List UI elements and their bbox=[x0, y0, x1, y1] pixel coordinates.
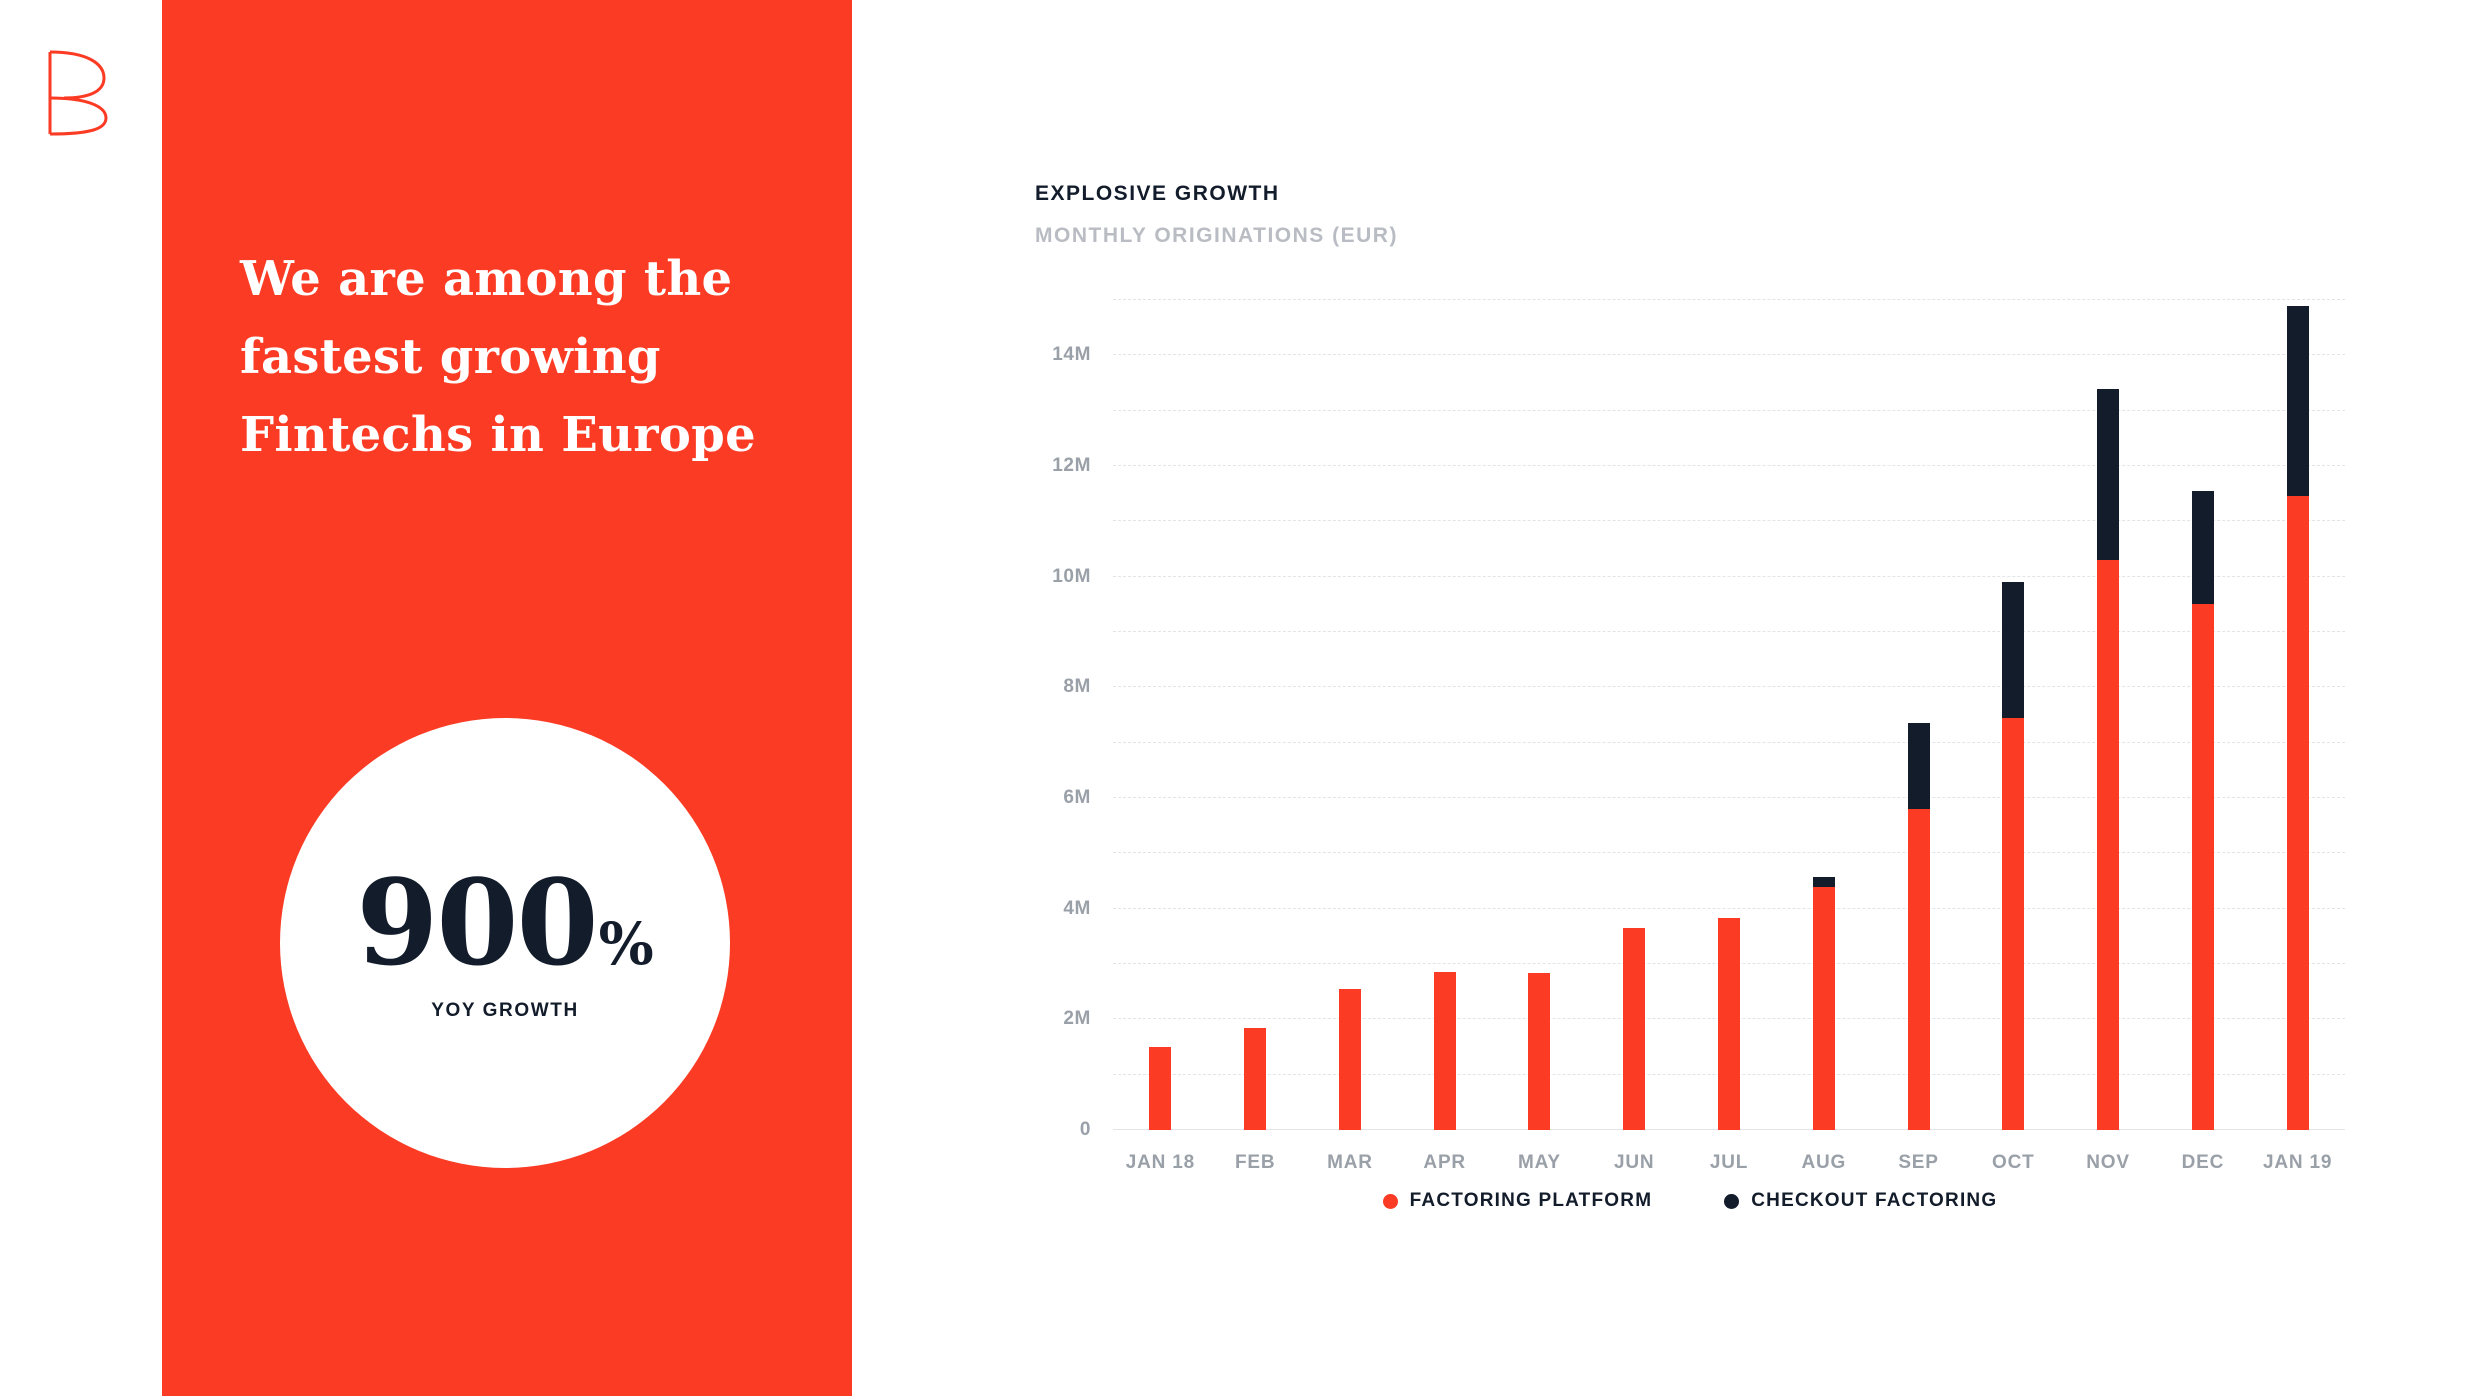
bar-segment-factoring-platform bbox=[2192, 604, 2214, 1130]
stat-number: 900 bbox=[356, 853, 597, 992]
x-axis-tick-label: JAN 19 bbox=[2262, 1152, 2333, 1173]
bar-segment-factoring-platform bbox=[1244, 1028, 1266, 1130]
x-axis-tick-label: JAN 18 bbox=[1125, 1152, 1195, 1173]
y-axis-tick-label: 12M bbox=[1052, 455, 1091, 476]
bar-segment-checkout-factoring bbox=[2287, 306, 2309, 497]
bar-segment-checkout-factoring bbox=[2002, 582, 2024, 718]
chart-legend bbox=[1035, 1190, 2345, 1212]
chart-subtitle: MONTHLY ORIGINATIONS (EUR) bbox=[1035, 224, 1398, 247]
bar-segment-checkout-factoring bbox=[2192, 491, 2214, 604]
bar-group[interactable] bbox=[1149, 1047, 1171, 1130]
bar-segment-factoring-platform bbox=[1434, 972, 1456, 1130]
x-axis-tick-label: MAY bbox=[1518, 1152, 1561, 1173]
bar-segment-factoring-platform bbox=[1813, 887, 1835, 1130]
bar-group[interactable] bbox=[2002, 582, 2024, 1130]
bar-group[interactable] bbox=[1908, 723, 1930, 1130]
legend-item[interactable] bbox=[1724, 1190, 1997, 1212]
x-axis-tick-label: SEP bbox=[1898, 1152, 1939, 1173]
bar-group[interactable] bbox=[1528, 973, 1550, 1130]
bar-segment-checkout-factoring bbox=[1813, 877, 1835, 887]
stat-value-row bbox=[356, 853, 654, 992]
x-axis-tick-label: MAR bbox=[1327, 1152, 1373, 1173]
x-axis-tick-label: AUG bbox=[1801, 1152, 1847, 1173]
y-axis-tick-label: 14M bbox=[1052, 344, 1091, 366]
y-axis-tick-label: 0 bbox=[1079, 1119, 1091, 1140]
bar-group[interactable] bbox=[1434, 972, 1456, 1130]
bar-segment-checkout-factoring bbox=[1908, 723, 1930, 809]
bar-segment-factoring-platform bbox=[1908, 809, 1930, 1130]
bar-segment-factoring-platform bbox=[2002, 718, 2024, 1130]
chart-panel bbox=[1035, 0, 2480, 1396]
y-axis-tick-label: 8M bbox=[1063, 676, 1091, 698]
y-axis-tick-label: 4M bbox=[1063, 897, 1091, 919]
bar-group[interactable] bbox=[1813, 877, 1835, 1130]
left-red-panel bbox=[162, 0, 852, 1396]
billie-b-logo-icon bbox=[42, 48, 122, 138]
bar-group[interactable] bbox=[1244, 1028, 1266, 1130]
bar-segment-factoring-platform bbox=[1718, 918, 1740, 1130]
stat-unit: % bbox=[598, 910, 654, 978]
y-axis-tick-label: 2M bbox=[1063, 1008, 1091, 1030]
chart-plot-area bbox=[1052, 300, 2345, 1173]
x-axis-tick-label: OCT bbox=[1992, 1152, 2035, 1173]
chart-bars bbox=[1113, 300, 2345, 1130]
bar-segment-factoring-platform bbox=[1623, 928, 1645, 1130]
x-axis-tick-label: DEC bbox=[2181, 1152, 2225, 1173]
bar-segment-factoring-platform bbox=[1149, 1047, 1171, 1130]
bar-group[interactable] bbox=[1339, 989, 1361, 1130]
y-axis-tick-label: 10M bbox=[1052, 565, 1091, 587]
bar-segment-factoring-platform bbox=[1339, 989, 1361, 1130]
legend-item[interactable] bbox=[1383, 1190, 1653, 1212]
x-axis-tick-label: APR bbox=[1423, 1152, 1466, 1173]
bar-group[interactable] bbox=[2192, 491, 2214, 1130]
bar-segment-checkout-factoring bbox=[2097, 389, 2119, 561]
x-axis-tick-label: JUL bbox=[1709, 1152, 1749, 1173]
bar-segment-factoring-platform bbox=[2287, 496, 2309, 1130]
bar-segment-factoring-platform bbox=[1528, 973, 1550, 1130]
x-axis-tick-label: NOV bbox=[2086, 1152, 2130, 1173]
bar-group[interactable] bbox=[2097, 389, 2119, 1130]
page-headline: We are among the fastest growing Fintechs in Europe bbox=[240, 251, 756, 463]
chart-title: EXPLOSIVE GROWTH bbox=[1035, 182, 1280, 205]
legend-color-dot-icon bbox=[1383, 1194, 1398, 1209]
stat-caption: YOY GROWTH bbox=[431, 1000, 579, 1021]
x-axis-tick-label: FEB bbox=[1234, 1152, 1276, 1173]
bar-segment-factoring-platform bbox=[2097, 560, 2119, 1130]
x-axis-tick-label: JUN bbox=[1614, 1152, 1655, 1173]
bar-group[interactable] bbox=[2287, 306, 2309, 1130]
y-axis-tick-label: 6M bbox=[1063, 787, 1091, 808]
legend-label: CHECKOUT FACTORING bbox=[1751, 1190, 1998, 1211]
bar-group[interactable] bbox=[1718, 918, 1740, 1130]
bar-group[interactable] bbox=[1623, 928, 1645, 1130]
legend-label: FACTORING PLATFORM bbox=[1409, 1190, 1653, 1211]
legend-color-dot-icon bbox=[1724, 1194, 1739, 1209]
stat-circle bbox=[280, 718, 730, 1168]
